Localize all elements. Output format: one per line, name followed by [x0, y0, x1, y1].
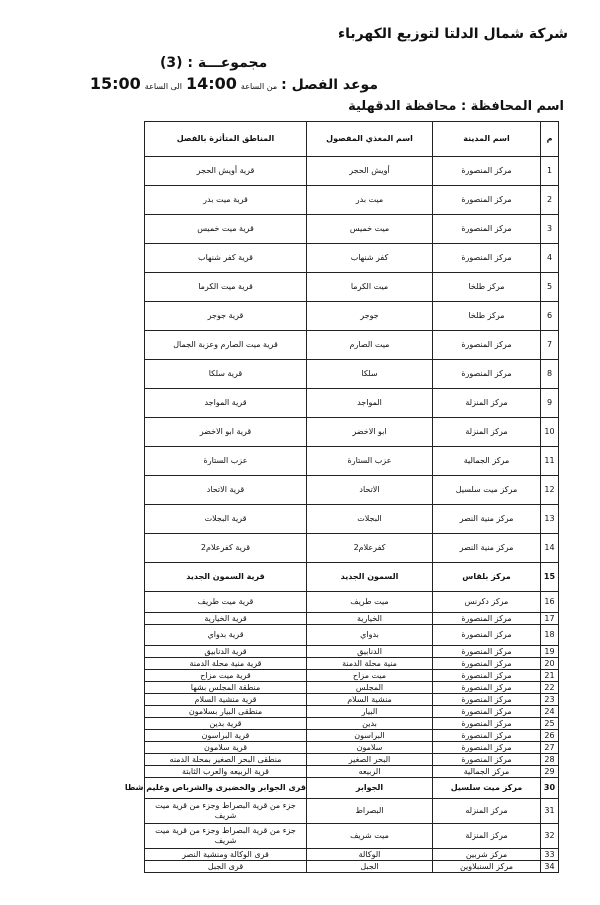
- cell-city: مركز المنصورة: [433, 718, 541, 730]
- cell-areas: قرية ميت طريف: [145, 592, 307, 613]
- cell-num: 8: [541, 360, 559, 389]
- cell-num: 18: [541, 625, 559, 646]
- cell-feeder: البصراط: [307, 799, 433, 824]
- cell-feeder: كفرعلام2: [307, 534, 433, 563]
- cell-city: مركز المنصورة: [433, 613, 541, 625]
- cell-num: 10: [541, 418, 559, 447]
- cutoff-schedule: [48, 74, 378, 93]
- cell-num: 31: [541, 799, 559, 824]
- cell-num: 17: [541, 613, 559, 625]
- cell-feeder: المواجد: [307, 389, 433, 418]
- cell-city: مركز المنزلة: [433, 824, 541, 849]
- cell-num: 30: [541, 778, 559, 799]
- cell-city: مركز المنصورة: [433, 157, 541, 186]
- cell-areas: قرية الربيعه والعرب الثابتة: [145, 766, 307, 778]
- cell-areas: منطقى البيار بسلامون: [145, 706, 307, 718]
- governorate-title: اسم المحافظة : محافظة الدقهلية: [348, 99, 564, 114]
- cell-feeder: ميت الصارم: [307, 331, 433, 360]
- table-row: [145, 331, 559, 360]
- cell-areas: قرية البجلات: [145, 505, 307, 534]
- cell-feeder: منية محلة الدمنة: [307, 658, 433, 670]
- cell-feeder: الخيارية: [307, 613, 433, 625]
- cell-areas: قرية منية محلة الدمنة: [145, 658, 307, 670]
- cell-city: مركز منية النصر: [433, 534, 541, 563]
- table-row: [145, 157, 559, 186]
- cell-num: 15: [541, 563, 559, 592]
- cell-num: 2: [541, 186, 559, 215]
- cell-num: 28: [541, 754, 559, 766]
- cell-areas: قرية ميت مزاح: [145, 670, 307, 682]
- cell-city: مركز المنصورة: [433, 186, 541, 215]
- cell-city: مركز المنزلة: [433, 418, 541, 447]
- cell-city: مركز السنبلاوين: [433, 861, 541, 873]
- table-row: [145, 766, 559, 778]
- cell-feeder: سلكا: [307, 360, 433, 389]
- cell-feeder: عزب الستارة: [307, 447, 433, 476]
- cell-feeder: ميت مزاح: [307, 670, 433, 682]
- table-row: [145, 360, 559, 389]
- cell-areas: قرية المواجد: [145, 389, 307, 418]
- cell-num: 23: [541, 694, 559, 706]
- cell-feeder: سلامون: [307, 742, 433, 754]
- cell-city: مركز المنصورة: [433, 730, 541, 742]
- cell-num: 24: [541, 706, 559, 718]
- cell-feeder: الوكالة: [307, 849, 433, 861]
- from-label: من الساعة: [240, 82, 278, 91]
- cell-num: 4: [541, 244, 559, 273]
- cell-num: 12: [541, 476, 559, 505]
- cell-feeder: جوجر: [307, 302, 433, 331]
- cell-areas: قرية الخيارية: [145, 613, 307, 625]
- cell-areas: قرية جوجر: [145, 302, 307, 331]
- table-row: [145, 186, 559, 215]
- cell-city: مركز دكرنس: [433, 592, 541, 613]
- cell-city: مركز بلقاس: [433, 563, 541, 592]
- table-row: [145, 476, 559, 505]
- cell-num: 32: [541, 824, 559, 849]
- table-row: [145, 389, 559, 418]
- table-row: [145, 302, 559, 331]
- group-number: مجموعـــة : (3): [160, 55, 268, 71]
- cell-feeder: بدواي: [307, 625, 433, 646]
- cell-areas: قرية بدين: [145, 718, 307, 730]
- cell-areas: منطقى البحر الصغير بمحلة الدمنه: [145, 754, 307, 766]
- cell-areas: قرية كفر شنهاب: [145, 244, 307, 273]
- cell-city: مركز الجمالية: [433, 766, 541, 778]
- table-row: [145, 646, 559, 658]
- cell-num: 19: [541, 646, 559, 658]
- cell-feeder: المجلس: [307, 682, 433, 694]
- cell-num: 26: [541, 730, 559, 742]
- table-row: [145, 742, 559, 754]
- header-num: م: [541, 122, 559, 157]
- cell-feeder: أويش الحجر: [307, 157, 433, 186]
- cell-feeder: ميت شريف: [307, 824, 433, 849]
- cell-num: 25: [541, 718, 559, 730]
- cell-city: مركز المنزلة: [433, 389, 541, 418]
- cell-num: 3: [541, 215, 559, 244]
- table-row: [145, 505, 559, 534]
- table-row: [145, 534, 559, 563]
- cell-areas: قرية منشية السلام: [145, 694, 307, 706]
- to-time: 15:00: [89, 74, 141, 93]
- cell-num: 16: [541, 592, 559, 613]
- cell-num: 20: [541, 658, 559, 670]
- cell-feeder: الدنابيق: [307, 646, 433, 658]
- cell-areas: قرية ميت خميس: [145, 215, 307, 244]
- cell-feeder: الاتحاد: [307, 476, 433, 505]
- cell-feeder: البجلات: [307, 505, 433, 534]
- cell-areas: قرية السمون الجديد: [145, 563, 307, 592]
- table-row: [145, 682, 559, 694]
- to-label: الى الساعة: [144, 82, 182, 91]
- cell-city: مركز المنزله: [433, 799, 541, 824]
- cell-areas: قرية سلكا: [145, 360, 307, 389]
- cell-feeder: البحر الصغير: [307, 754, 433, 766]
- cell-city: مركز المنصورة: [433, 742, 541, 754]
- cell-num: 34: [541, 861, 559, 873]
- header-areas: المناطق المتأثرة بالفصل: [145, 122, 307, 157]
- cell-city: مركز المنصورة: [433, 694, 541, 706]
- from-time: 14:00: [185, 74, 237, 93]
- cell-areas: قرية سلامون: [145, 742, 307, 754]
- cell-feeder: منشية السلام: [307, 694, 433, 706]
- cell-num: 11: [541, 447, 559, 476]
- cell-city: مركز ميت سلسيل: [433, 778, 541, 799]
- cell-areas: قرية ميت بدر: [145, 186, 307, 215]
- cell-feeder: السمون الجديد: [307, 563, 433, 592]
- cell-areas: قرية أويش الحجر: [145, 157, 307, 186]
- table-row: [145, 730, 559, 742]
- cell-city: مركز المنصورة: [433, 670, 541, 682]
- cell-areas: منطقة المجلس بشها: [145, 682, 307, 694]
- outage-table: [124, 121, 559, 873]
- cell-areas: عزب الستارة: [145, 447, 307, 476]
- cell-city: مركز المنصورة: [433, 682, 541, 694]
- cell-areas: قرية البراسون: [145, 730, 307, 742]
- cell-feeder: ميت طريف: [307, 592, 433, 613]
- table-row: [145, 778, 559, 799]
- cell-num: 1: [541, 157, 559, 186]
- cell-areas: قرية ميت الصارم وعزبة الجمال: [145, 331, 307, 360]
- cell-feeder: كفر شنهاب: [307, 244, 433, 273]
- cell-areas: قرى الوكالة ومنشية النصر: [145, 849, 307, 861]
- cell-city: مركز منية النصر: [433, 505, 541, 534]
- table-row: [145, 799, 559, 824]
- cell-feeder: ميت بدر: [307, 186, 433, 215]
- cell-num: 7: [541, 331, 559, 360]
- company-name: شركة شمال الدلتا لتوزيع الكهرباء: [338, 26, 568, 42]
- table-row: [145, 849, 559, 861]
- cell-city: مركز طلخا: [433, 302, 541, 331]
- table-row: [145, 694, 559, 706]
- table-row: [145, 215, 559, 244]
- cell-city: مركز المنصورة: [433, 215, 541, 244]
- table-row: [145, 244, 559, 273]
- cell-feeder: ابو الاخضر: [307, 418, 433, 447]
- cell-num: 14: [541, 534, 559, 563]
- cell-city: مركز المنصورة: [433, 331, 541, 360]
- cell-city: مركز المنصورة: [433, 360, 541, 389]
- cell-feeder: بدين: [307, 718, 433, 730]
- cell-num: 29: [541, 766, 559, 778]
- cell-feeder: الجبل: [307, 861, 433, 873]
- cell-feeder: البراسون: [307, 730, 433, 742]
- cell-feeder: الربيعه: [307, 766, 433, 778]
- cell-city: مركز المنصورة: [433, 646, 541, 658]
- table-row: [145, 447, 559, 476]
- cell-areas: قرية الاتحاد: [145, 476, 307, 505]
- table-row: [145, 658, 559, 670]
- cell-areas: جزء من قرية البصراط وجزء من قرية ميت شريف: [145, 799, 307, 824]
- table-row: [145, 418, 559, 447]
- cell-feeder: الجوابر: [307, 778, 433, 799]
- cell-city: مركز المنصورة: [433, 625, 541, 646]
- cell-areas: جزء من قرية البصراط وجزء من قرية ميت شريف: [145, 824, 307, 849]
- cell-areas: قرية بدواي: [145, 625, 307, 646]
- cell-city: مركز المنصورة: [433, 244, 541, 273]
- cell-areas: قرى الجبل: [145, 861, 307, 873]
- cell-num: 5: [541, 273, 559, 302]
- cell-areas: قرية ميت الكرما: [145, 273, 307, 302]
- cell-feeder: ميت الكرما: [307, 273, 433, 302]
- cell-areas: قرية ابو الاخضر: [145, 418, 307, 447]
- cell-city: مركز المنصورة: [433, 706, 541, 718]
- cell-num: 21: [541, 670, 559, 682]
- header-feeder: اسم المغذي المفصول: [307, 122, 433, 157]
- table-row: [145, 824, 559, 849]
- cell-num: 22: [541, 682, 559, 694]
- schedule-label: موعد الفصل :: [281, 77, 378, 93]
- cell-city: مركز المنصورة: [433, 754, 541, 766]
- cell-city: مركز الجمالية: [433, 447, 541, 476]
- table-header-row: [145, 122, 559, 157]
- cell-feeder: البيار: [307, 706, 433, 718]
- table-row: [145, 861, 559, 873]
- table-row: [145, 563, 559, 592]
- cell-city: مركز المنصورة: [433, 658, 541, 670]
- header-city: اسم المدينة: [433, 122, 541, 157]
- table-row: [145, 754, 559, 766]
- cell-num: 27: [541, 742, 559, 754]
- cell-areas: قرية كفرعلام2: [145, 534, 307, 563]
- cell-num: 33: [541, 849, 559, 861]
- table-row: [145, 613, 559, 625]
- cell-num: 6: [541, 302, 559, 331]
- cell-num: 13: [541, 505, 559, 534]
- cell-feeder: ميت خميس: [307, 215, 433, 244]
- table-row: [145, 718, 559, 730]
- cell-city: مركز شربين: [433, 849, 541, 861]
- table-row: [145, 625, 559, 646]
- cell-num: 9: [541, 389, 559, 418]
- cell-city: مركز طلخا: [433, 273, 541, 302]
- cell-areas: قرى الجوابر والخضيرى والشرباص وغليم شطا: [145, 778, 307, 799]
- cell-city: مركز ميت سلسيل: [433, 476, 541, 505]
- table-row: [145, 670, 559, 682]
- cell-areas: قرية الدنابيق: [145, 646, 307, 658]
- table-row: [145, 592, 559, 613]
- table-row: [145, 273, 559, 302]
- table-row: [145, 706, 559, 718]
